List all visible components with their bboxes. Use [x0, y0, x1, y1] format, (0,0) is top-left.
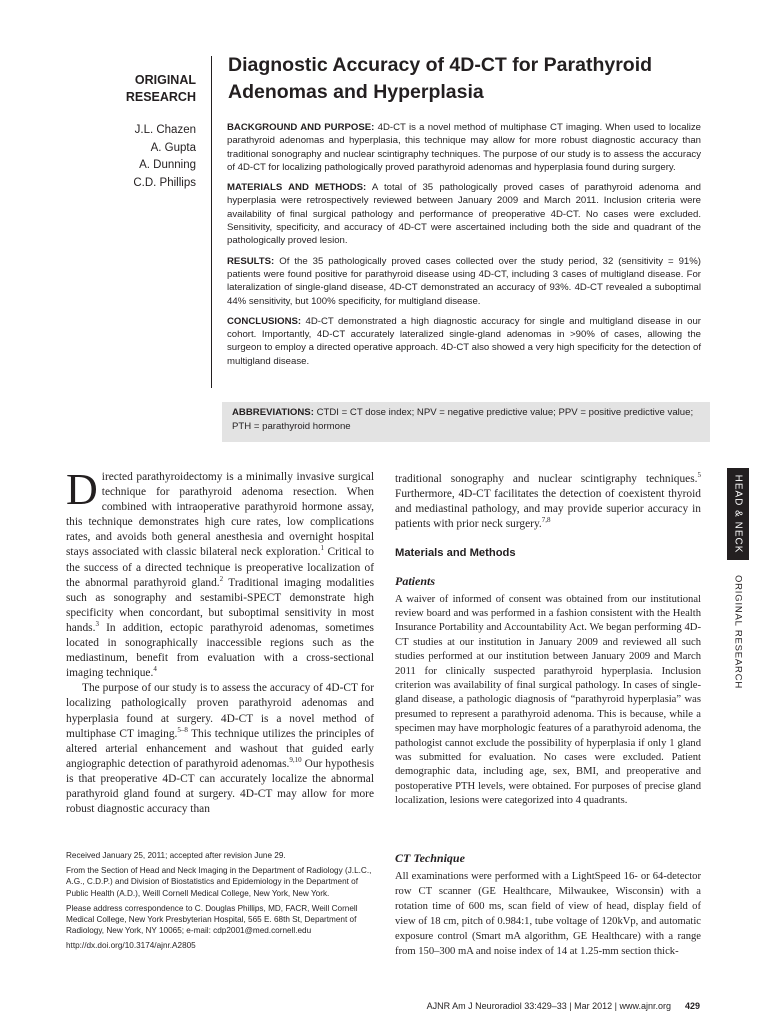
- abstract-conclusions-text: 4D-CT demonstrated a high diagnostic accuracy for single and multigland disease in our cohort. Importantly, 4D-CT accurately lateralized single-gland adenomas in >90% of cases, allowing the surgeon to employ a directed operative approach. 4D-CT also showed a very high specificity for the detection of multigland disease.: [227, 315, 701, 367]
- subsection-heading-ct: CT Technique: [395, 851, 465, 865]
- ref-5b: 5: [697, 471, 701, 480]
- author-4: C.D. Phillips: [133, 176, 196, 189]
- abstract-results: [227, 255, 701, 308]
- header-divider: [211, 56, 212, 388]
- abstract-methods-text: A total of 35 pathologically proved cases of parathyroid adenoma and hyperplasia were retrospectively reviewed between January 2009 and March 2011. Inclusion criteria were availability of final surgical pathology and performance of preoperative 4D-CT. No cases were excluded. Sensitivity, specificity, and accuracy of 4D-CT were ascertained including both the side and quadrant of the pathologically proved lesion.: [227, 182, 702, 247]
- abstract-conclusions: [227, 315, 701, 368]
- article-title: Diagnostic Accuracy of 4D-CT for Parathyroid Adenomas and Hyperplasia: [228, 54, 653, 103]
- abstract-background-head: BACKGROUND AND PURPOSE:: [227, 122, 375, 133]
- intro-paragraph-1: [66, 465, 375, 681]
- footnote-received: Received January 25, 2011; accepted after revision June 29.: [66, 851, 286, 860]
- footer-journal: AJNR Am J Neuroradiol 33:429–33 | Mar 2012 | www.ajnr.org: [426, 1001, 671, 1011]
- intro-text-a: irected parathyroidectomy is a minimally invasive surgical technique for parathyroid adenoma resection. When combined with intraoperative parathyroid hormone assay, this technique demonstrates high cure rates, low complications rates, and avoids both general anesthesia and overnight hospital stays associated with classic bilateral neck exploration.: [66, 471, 374, 559]
- article-type-line-1: ORIGINAL: [134, 73, 196, 87]
- abbreviations-box: [222, 402, 710, 442]
- ref-4: 4: [153, 665, 157, 674]
- body-column-right: [395, 472, 701, 809]
- patients-paragraph: A waiver of informed of consent was obtained from our institutional review board and was performed in a fashion consistent with the Health Insurance Portability and Accountability Act. We began performing 4D-CT studies at our institution in January 2009 and reviewed all such studies performed at our institution between January 2009 and March 2011 for clinically suspected parathyroid hyperplasia. Inclusion criterion was availability of final surgical pathology. In cases of single-gland disease, a pathologic diagnosis of “parathyroid hyperplasia” was presumed to represent a parathyroid adenoma. This is because, while a specimen may have morphologic features of a parathyroid adenoma, the pathologist cannot exclude the possibility of hyperplasia if only 1 gland was submitted for evaluation. No cases were excluded. Patient demographic data, including age, sex, BMI, and preoperative and postoperative PTH levels, were obtained. For purposes of precise gland localization, lesions were categorized into 4 quadrants.: [395, 593, 701, 807]
- intro2-text-a: The purpose of our study is to assess the accuracy of 4D-CT for localizing pathologically proven parathyroid adenomas and hyperplasia found at surgery. 4D-CT is a novel method of multiphase CT imaging.: [66, 682, 374, 740]
- footnote-correspondence: Please address correspondence to C. Douglas Phillips, MD, FACR, Weill Cornell Medical College, New York Presbyterian Hospital, 565 E. 68th St, Department of Radiology, New York, NY 10065; e-mail: cdp2001@med.cornell.edu: [66, 903, 358, 936]
- author-1: J.L. Chazen: [134, 124, 196, 136]
- running-footer: [400, 1001, 700, 1011]
- page-number: 429: [684, 1001, 700, 1011]
- ref-9-10: 9,10: [289, 755, 302, 764]
- abbreviations-head: ABBREVIATIONS:: [232, 407, 314, 418]
- intro-cont-text-b: Furthermore, 4D-CT facilitates the detection of coexistent thyroid and mediastinal pathology, and may provide superior accuracy in patients with prior neck surgery.: [395, 488, 701, 531]
- ref-7-8: 7,8: [541, 516, 551, 525]
- intro-text-b: Critical to the success of a directed technique is preoperative localization of the abnormal parathyroid gland.: [66, 546, 375, 589]
- abstract-background-text: 4D-CT is a novel method of multiphase CT imaging. When used to localize parathyroid adenomas and hyperplasia, this technique may allow for more robust diagnostic accuracy than traditional sonography and nuclear scintigraphy techniques. The purpose of our study is to assess the accuracy of 4D-CT for localizing pathologically proved parathyroid adenomas and hyperplasia found during surgery.: [227, 122, 701, 173]
- article-type-label: [76, 72, 196, 106]
- abstract-methods: [227, 181, 701, 247]
- subsection-heading-patients: Patients: [395, 574, 436, 589]
- footnote-doi: http://dx.doi.org/10.3174/ajnr.A2805: [66, 941, 196, 951]
- intro-paragraph-2: [66, 681, 374, 817]
- abstract-background: [227, 121, 701, 174]
- section-heading-methods: Materials and Methods: [395, 547, 516, 560]
- abstract: [227, 121, 701, 375]
- intro2-text-c: Our hypothesis is that preoperative 4D-CT can accurately localize the abnormal parathyroid gland found at surgery. 4D-CT may allow for more robust diagnostic accuracy than: [66, 757, 374, 816]
- ref-5-8: 5–8: [177, 725, 188, 734]
- ref-2: 2: [219, 574, 224, 583]
- type-tab-label: ORIGINAL RESEARCH: [732, 574, 744, 689]
- section-tab: [727, 468, 749, 560]
- body-column-left: [66, 465, 375, 817]
- abstract-results-text: Of the 35 pathologically proved cases collected over the study period, 32 (sensitivity = 91%) patients were found positive for parathyroid disease using 4D-CT, including 3 cases of multigland disease. For lateralization of single-gland disease, 4D-CT demonstrated an accuracy of 93%. 4D-CT revealed a suboptimal 44% sensitivity, but 100% specificity, for multigland disease.: [227, 255, 701, 307]
- ct-paragraph: All examinations were performed with a LightSpeed 16- or 64-detector row CT scanner (GE Healthcare, Milwaukee, Wisconsin) with a rotation time of 600 ms, scan field of view of head, display field of view of 18 cm, pitch of 0.984:1, tube voltage of 120kVp, and automatic exposure control (Smart mA algorithm, GE Healthcare) with a range from 150–300 mA and noise index of 14 at 1.25-mm section thick-: [395, 871, 701, 957]
- intro-text-c: Traditional imaging modalities such as sonography and sestamibi-SPECT demonstrate high specificity when concordant, but suboptimal sensitivity in most hands.: [66, 576, 374, 634]
- intro-continued: [395, 472, 701, 532]
- abstract-conclusions-head: CONCLUSIONS:: [227, 315, 302, 327]
- author-list: [56, 122, 196, 192]
- intro2-text-b: This technique utilizes the principles of altered arterial enhancement and washout that guided early angiographic detection of parathyroid adenomas.: [66, 727, 374, 770]
- abstract-methods-head: MATERIALS AND METHODS:: [227, 182, 367, 194]
- ct-technique-block: [395, 851, 701, 959]
- drop-cap: D: [66, 465, 98, 514]
- footnotes: [66, 850, 374, 956]
- article-type-line-2: RESEARCH: [125, 90, 196, 104]
- abbreviations-text: CTDI = CT dose index; NPV = negative predictive value; PPV = positive predictive value; PTH = parathyroid hormone: [232, 407, 694, 432]
- abstract-results-head: RESULTS:: [227, 255, 275, 267]
- intro-cont-text-a: traditional sonography and nuclear scintigraphy techniques.: [395, 473, 698, 485]
- author-3: A. Dunning: [139, 159, 196, 171]
- ref-1: 1: [320, 544, 325, 553]
- type-tab: [729, 564, 747, 699]
- intro-text-d: In addition, ectopic parathyroid adenomas, sometimes located in sonographically inaccessible regions such as the mediastinum, benefit from evaluation with a cross-sectional imaging technique.: [66, 621, 374, 680]
- author-2: A. Gupta: [150, 141, 196, 154]
- section-tab-label: HEAD & NECK: [732, 474, 744, 554]
- ref-3: 3: [95, 620, 99, 629]
- footnote-affiliation: From the Section of Head and Neck Imaging in the Department of Radiology (J.L.C., A.G., C.D.P.) and Division of Biostatistics and Epidemiology in the Department of Public Health (A.D.), Weill Cornell Medical College, New York, New York.: [66, 866, 372, 898]
